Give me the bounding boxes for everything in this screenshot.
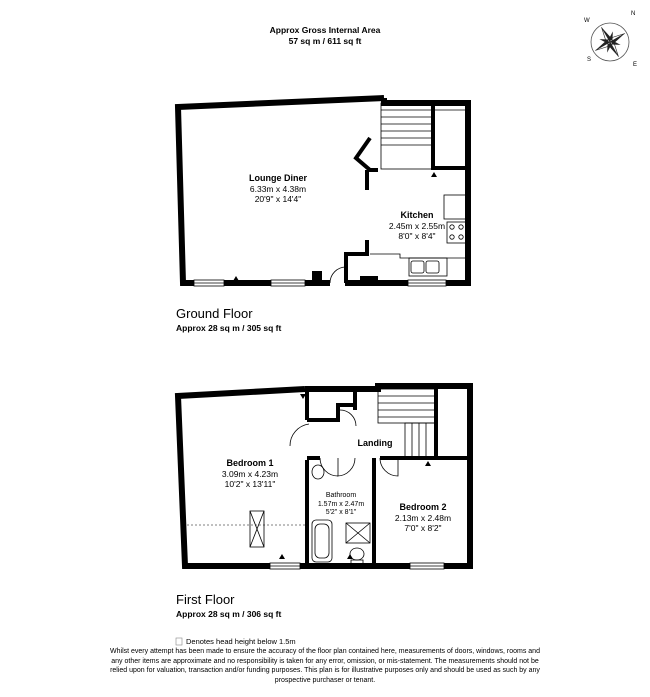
compass-n: N (631, 11, 636, 17)
room-name: Lounge Diner (249, 173, 307, 183)
room-name: Landing (357, 438, 393, 448)
room-imperial: 5'2" x 8'1" (325, 509, 357, 516)
gross-area-value: 57 sq m / 611 sq ft (288, 36, 362, 46)
room-name: Bedroom 2 (399, 502, 447, 512)
head-height-legend-swatch (176, 638, 182, 645)
room-bedroom-2 (380, 502, 466, 534)
room-metric: 6.33m x 4.38m (249, 183, 307, 194)
compass-e: E (633, 62, 638, 68)
room-metric: 1.57m x 2.47m (317, 500, 365, 508)
first-floor-area: Approx 28 sq m / 306 sq ft (176, 609, 282, 619)
disclaimer-line: prospective purchaser or tenant. (274, 676, 376, 684)
room-name: Kitchen (400, 210, 434, 220)
room-name: Bathroom (325, 492, 357, 499)
ground-floor-stairs (381, 103, 468, 170)
disclaimer (78, 647, 572, 685)
gross-area-title: Approx Gross Internal Area (269, 25, 381, 35)
disclaimer-line: relied upon for valuation, transaction and/or funding purposes. This plan is for illustrative purposes only and should be used as such by any (110, 667, 540, 675)
room-imperial: 8'0" x 8'4" (398, 231, 436, 241)
room-bathroom (309, 492, 373, 518)
room-metric: 3.09m x 4.23m (221, 468, 279, 479)
room-metric: 2.45m x 2.55m (388, 220, 446, 231)
room-lounge-diner (218, 173, 338, 205)
room-imperial: 10'2" x 13'11" (224, 479, 276, 489)
ground-floor-area: Approx 28 sq m / 305 sq ft (176, 323, 282, 333)
room-imperial: 20'9" x 14'4" (254, 194, 302, 204)
head-height-legend: Denotes head height below 1.5m (186, 637, 296, 646)
compass-w: W (584, 18, 590, 24)
first-floor-title: First Floor (176, 592, 235, 607)
room-kitchen (372, 210, 462, 242)
disclaimer-line: Whilst every attempt has been made to ensure the accuracy of the floor plan contained here, measurements of doors, windows, rooms and (110, 648, 540, 655)
room-landing (350, 438, 400, 449)
room-bedroom-1 (200, 458, 300, 490)
room-metric: 2.13m x 2.48m (394, 512, 452, 523)
room-name: Bedroom 1 (226, 458, 274, 468)
disclaimer-line: any other items are approximate and no responsibility is taken for any error, omission, or mis-statement. The measurements should not be (111, 657, 539, 665)
ground-floor-title: Ground Floor (176, 306, 253, 321)
compass-s: S (587, 57, 592, 63)
room-imperial: 7'0" x 8'2" (404, 523, 442, 533)
